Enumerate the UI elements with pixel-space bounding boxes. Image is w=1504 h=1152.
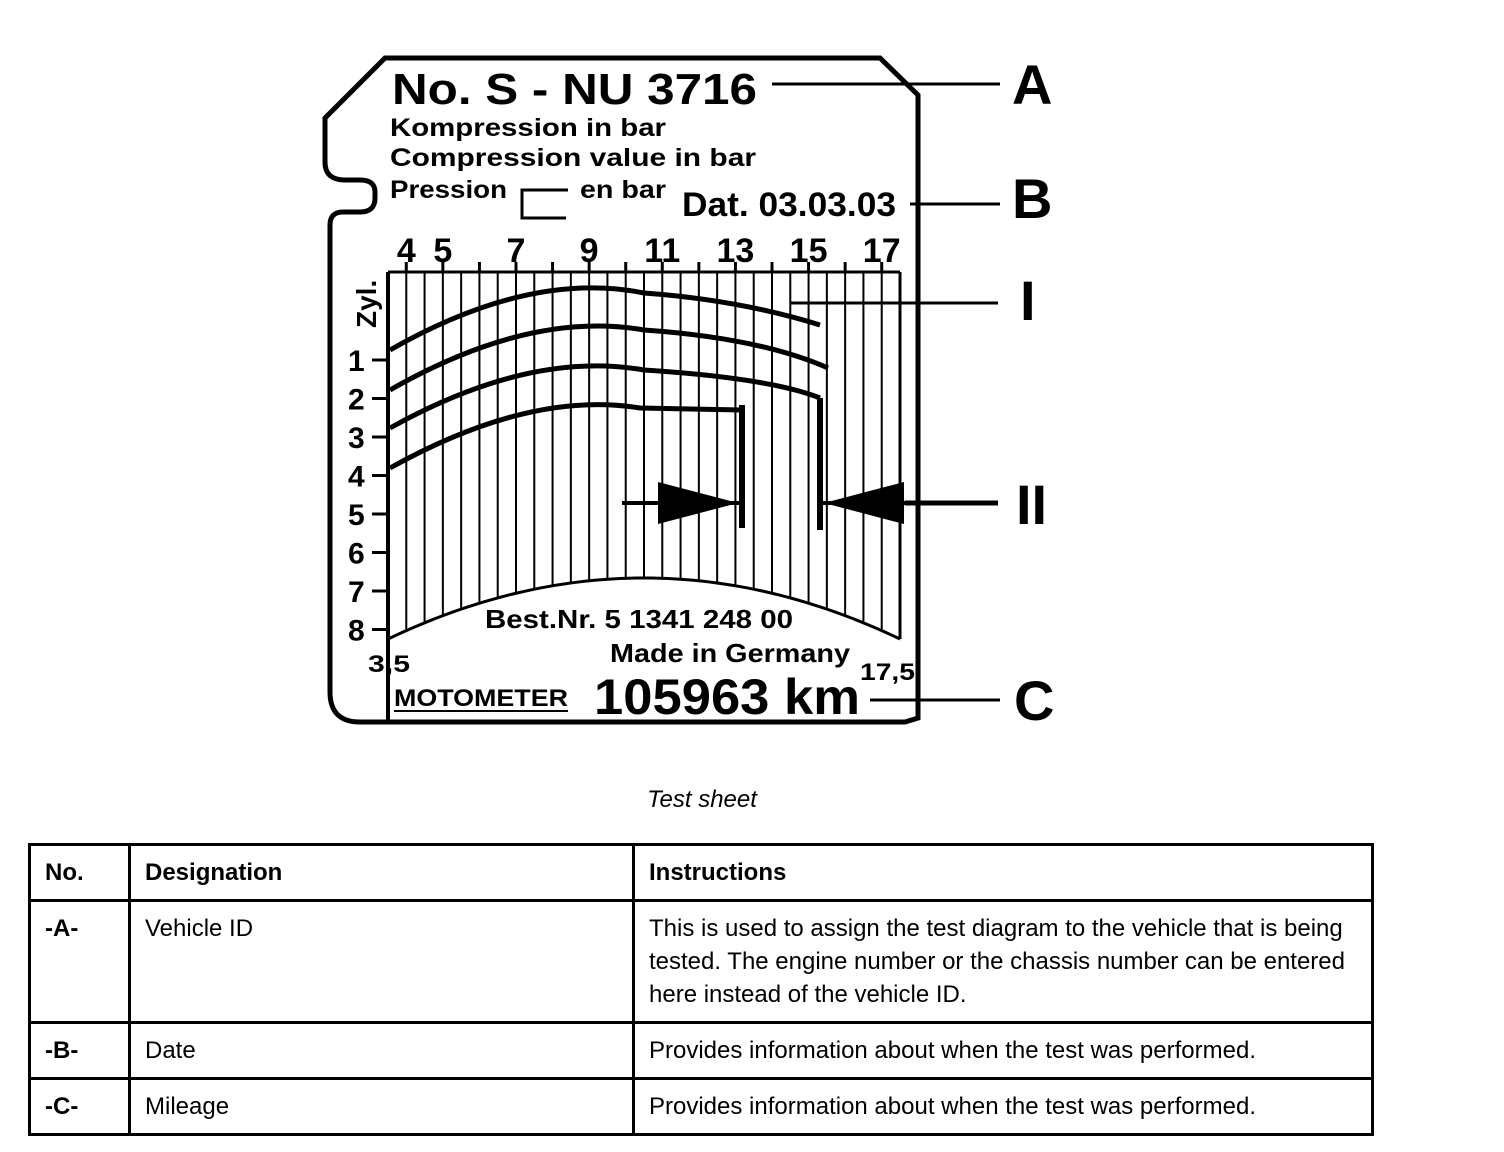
scale-tick-label: 13 bbox=[716, 232, 755, 270]
test-date: Dat. 03.03.03 bbox=[682, 186, 896, 224]
label-en-bar: en bar bbox=[580, 176, 667, 204]
row-designation: Date bbox=[130, 1023, 634, 1079]
row-designation: Mileage bbox=[130, 1079, 634, 1135]
header-designation: Designation bbox=[130, 845, 634, 901]
row-instructions: Provides information about when the test was performed. bbox=[634, 1079, 1373, 1135]
cylinder-axis-label: Zyl. bbox=[351, 279, 382, 328]
callout-ii: II bbox=[1016, 473, 1048, 536]
callout-a: A bbox=[1012, 53, 1053, 116]
cylinder-pressure-curve bbox=[390, 366, 820, 428]
scale-tick-label: 15 bbox=[789, 232, 828, 270]
label-compression: Compression value in bar bbox=[390, 144, 757, 172]
table-header-row bbox=[30, 845, 1373, 901]
table-row bbox=[30, 1023, 1373, 1079]
figure-caption: Test sheet bbox=[647, 786, 757, 813]
scale-tick-label: 9 bbox=[579, 232, 599, 270]
table-row bbox=[30, 1079, 1373, 1135]
mileage: 105963 km bbox=[594, 669, 860, 725]
label-kompression: Kompression in bar bbox=[390, 114, 667, 142]
scale-tick-label: 11 bbox=[644, 232, 681, 270]
header-instructions: Instructions bbox=[634, 845, 1373, 901]
scale-max-label: 17,5 bbox=[860, 659, 915, 686]
callout-c: C bbox=[1014, 669, 1055, 732]
scale-tick-label: 4 bbox=[396, 232, 416, 270]
part-number: Best.Nr. 5 1341 248 00 bbox=[485, 604, 793, 634]
cylinder-number: 8 bbox=[348, 614, 365, 648]
cylinder-number: 5 bbox=[348, 499, 365, 532]
cylinder-number: 7 bbox=[348, 576, 365, 609]
scale-tick-labels bbox=[397, 232, 901, 270]
legend-table bbox=[28, 843, 1374, 1136]
scale-tick-label: 7 bbox=[506, 232, 526, 270]
scale-tick-label: 17 bbox=[862, 232, 901, 270]
row-no: -A- bbox=[30, 901, 130, 1023]
cylinder-pressure-curve bbox=[390, 288, 820, 350]
callout-i: I bbox=[1020, 269, 1036, 332]
cylinder-number: 1 bbox=[348, 345, 365, 378]
pression-bracket bbox=[522, 190, 568, 218]
cylinder-number: 6 bbox=[348, 537, 365, 571]
made-in-germany: Made in Germany bbox=[610, 638, 851, 668]
scale-tick-label: 5 bbox=[433, 232, 453, 270]
cylinder-number: 4 bbox=[348, 460, 365, 494]
label-pression: Pression bbox=[390, 176, 507, 204]
cylinder-number: 2 bbox=[348, 383, 365, 417]
vehicle-id: No. S - NU 3716 bbox=[392, 65, 757, 114]
scale-min-label: 3,5 bbox=[368, 651, 410, 678]
row-no: -C- bbox=[30, 1079, 130, 1135]
callout-b: B bbox=[1012, 167, 1053, 230]
row-instructions: Provides information about when the test was performed. bbox=[634, 1023, 1373, 1079]
header-no: No. bbox=[30, 845, 130, 901]
motometer-logo: MOTOMETER bbox=[394, 685, 568, 712]
cylinder-number: 3 bbox=[348, 422, 365, 455]
row-instructions: This is used to assign the test diagram to the vehicle that is being tested. The engine number or the chassis number can be entered here instead of the vehicle ID. bbox=[634, 901, 1373, 1023]
cylinder-curves bbox=[390, 288, 828, 468]
table-row bbox=[30, 901, 1373, 1023]
row-no: -B- bbox=[30, 1023, 130, 1079]
cylinder-numbers bbox=[348, 345, 388, 648]
row-designation: Vehicle ID bbox=[130, 901, 634, 1023]
